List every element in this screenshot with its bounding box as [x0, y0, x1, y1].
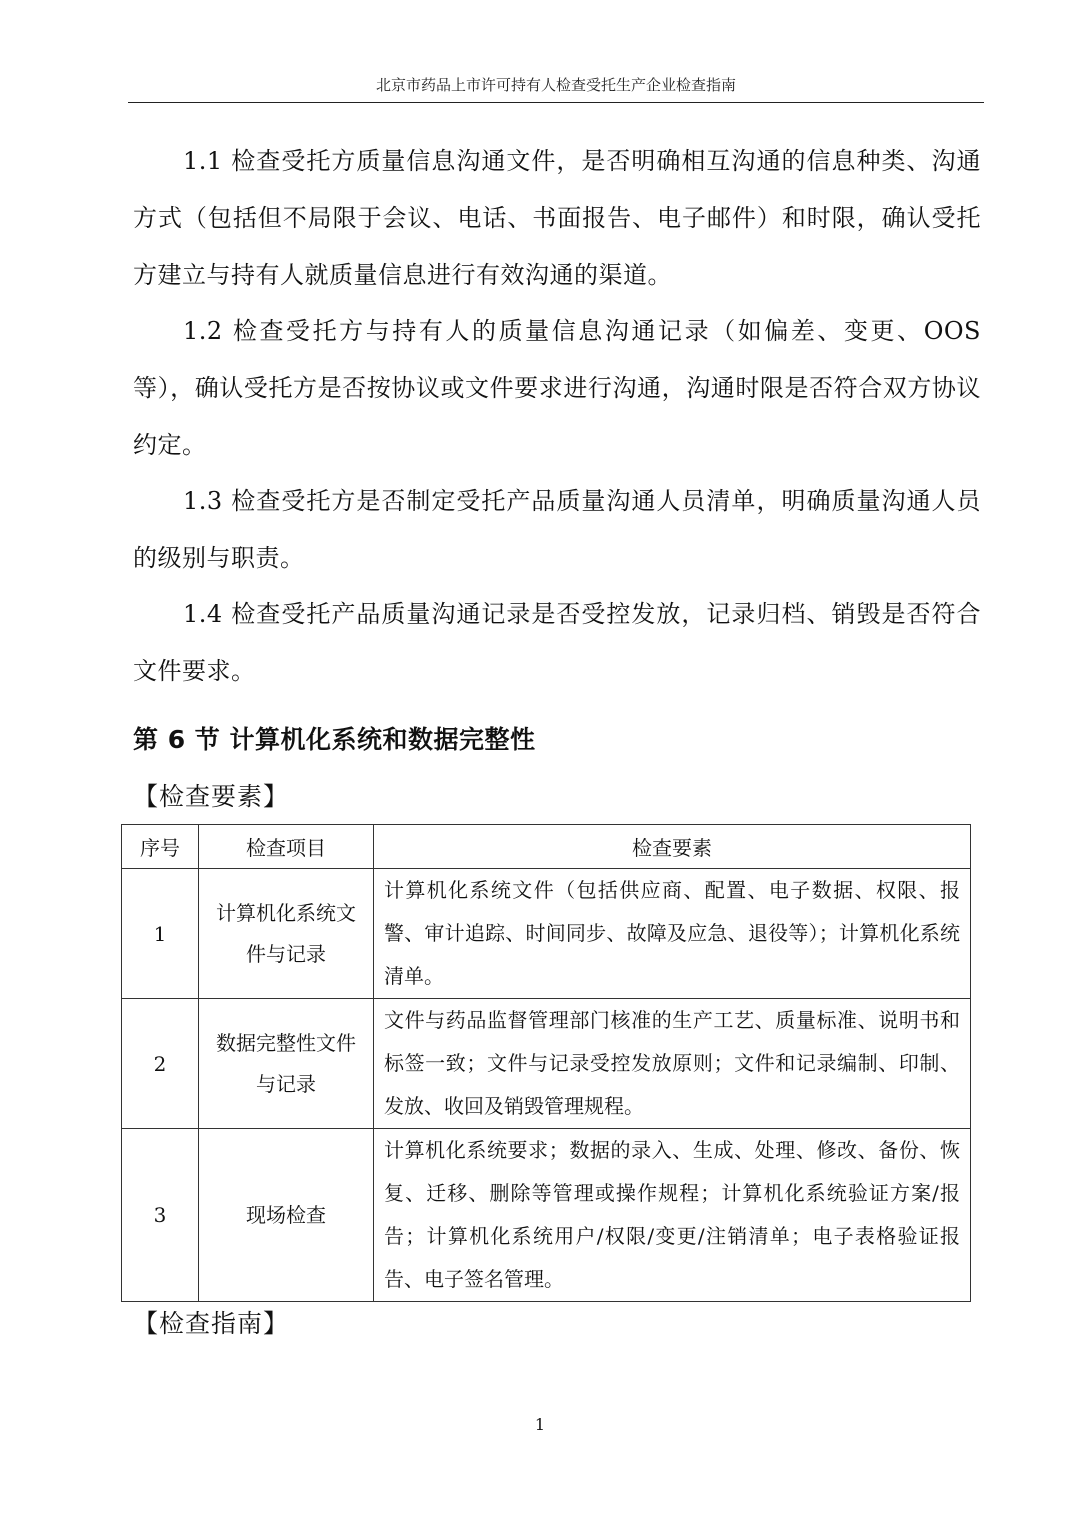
table-row [122, 869, 971, 999]
paragraph-1-1: 1.1 检查受托方质量信息沟通文件，是否明确相互沟通的信息种类、沟通方式（包括但不局限于会议、电话、书面报告、电子邮件）和时限，确认受托方建立与持有人就质量信息进行有效沟通的渠道。 [133, 147, 981, 289]
table-row [122, 1129, 971, 1302]
row-item: 数据完整性文件与记录 [199, 999, 374, 1129]
inspection-elements-table [121, 824, 971, 1302]
paragraph-1-3: 1.3 检查受托方是否制定受托产品质量沟通人员清单，明确质量沟通人员的级别与职责。 [133, 487, 981, 572]
page-header: 北京市药品上市许可持有人检查受托生产企业检查指南 [128, 70, 984, 103]
table-row [122, 999, 971, 1129]
section-title: 第 6 节 计算机化系统和数据完整性 [133, 725, 536, 754]
row-content: 计算机化系统要求；数据的录入、生成、处理、修改、备份、恢复、迁移、删除等管理或操作规程；计算机化系统验证方案/报告；计算机化系统用户/权限/变更/注销清单；电子表格验证报告、电子签名管理。 [374, 1129, 971, 1302]
inspection-elements-heading: 【检查要素】 [133, 782, 290, 811]
paragraph-1-4: 1.4 检查受托产品质量沟通记录是否受控发放，记录归档、销毁是否符合文件要求。 [133, 600, 981, 685]
inspection-guide-heading: 【检查指南】 [133, 1309, 290, 1338]
row-num: 3 [122, 1129, 199, 1302]
header-item: 检查项目 [199, 825, 374, 869]
page-number: 1 [534, 1415, 546, 1434]
table-header-row [122, 825, 971, 869]
paragraph-1-2: 1.2 检查受托方与持有人的质量信息沟通记录（如偏差、变更、OOS 等），确认受托方是否按协议或文件要求进行沟通，沟通时限是否符合双方协议约定。 [133, 317, 981, 459]
header-content: 检查要素 [374, 825, 971, 869]
row-content: 计算机化系统文件（包括供应商、配置、电子数据、权限、报警、审计追踪、时间同步、故障及应急、退役等）；计算机化系统清单。 [374, 869, 971, 999]
row-item: 现场检查 [199, 1129, 374, 1302]
row-item: 计算机化系统文件与记录 [199, 869, 374, 999]
header-num: 序号 [122, 825, 199, 869]
row-num: 1 [122, 869, 199, 999]
row-num: 2 [122, 999, 199, 1129]
row-content: 文件与药品监督管理部门核准的生产工艺、质量标准、说明书和标签一致；文件与记录受控发放原则；文件和记录编制、印制、发放、收回及销毁管理规程。 [374, 999, 971, 1129]
